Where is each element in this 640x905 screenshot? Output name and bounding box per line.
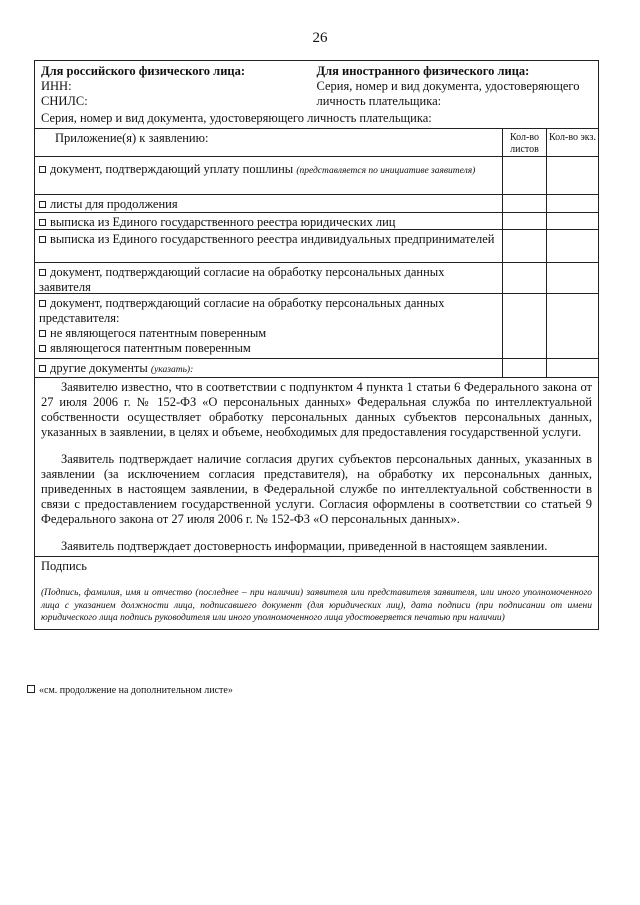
copies-count-cell[interactable] bbox=[546, 294, 598, 358]
statements-section bbox=[35, 377, 598, 556]
attachment-label: выписка из Единого государственного реестра юридических лиц bbox=[50, 215, 396, 229]
checkbox-continuation-sheets[interactable] bbox=[39, 201, 46, 208]
copies-count-cell[interactable] bbox=[546, 359, 598, 377]
attachment-label: выписка из Единого государственного реестра индивидуальных предпринимателей bbox=[50, 232, 495, 246]
checkbox-other-documents[interactable] bbox=[39, 365, 46, 372]
attachment-row-other-documents bbox=[35, 358, 598, 377]
attachment-row-representative-consent bbox=[35, 293, 598, 358]
copies-count-cell[interactable] bbox=[546, 157, 598, 194]
checkbox-patent-attorney[interactable] bbox=[39, 345, 46, 352]
checkbox-egrul-extract[interactable] bbox=[39, 219, 46, 226]
attachment-sub-label: не являющегося патентным поверенным bbox=[50, 326, 267, 340]
russian-payer-block bbox=[41, 64, 317, 109]
payer-section bbox=[35, 61, 598, 128]
attachment-row-applicant-consent bbox=[35, 262, 598, 293]
copies-count-cell[interactable] bbox=[546, 230, 598, 262]
copies-count-cell[interactable] bbox=[546, 195, 598, 212]
attachment-row-egrip-extract bbox=[35, 229, 598, 262]
copies-count-cell[interactable] bbox=[546, 263, 598, 293]
attachment-row-continuation-sheets bbox=[35, 194, 598, 212]
continuation-note bbox=[27, 685, 233, 697]
application-form-table bbox=[34, 60, 599, 630]
sheets-count-cell[interactable] bbox=[502, 157, 546, 194]
column-sheets-header: Кол-во листов bbox=[502, 129, 546, 156]
foreign-payer-block bbox=[317, 64, 593, 109]
checkbox-fee-document[interactable] bbox=[39, 166, 46, 173]
attachment-label: документ, подтверждающий согласие на обработку персональных данных представителя: bbox=[39, 296, 445, 325]
checkbox-not-patent-attorney[interactable] bbox=[39, 330, 46, 337]
statement-consent-of-subjects: Заявитель подтверждает наличие согласия других субъектов персональных данных, указанных в заявлении (за исключением согласия представителя), на обработку их персональных данных, приведенных в настоящем заявлении, в Федеральной службе по интеллектуальной собственности в связи с предоставлением государственной услуги. Согласия оформлены в соответствии со статьей 9 Федерального закона от 27 июля 2006 г. № 152-ФЗ «О персональных данных». bbox=[41, 452, 592, 526]
signature-field[interactable]: Подпись bbox=[41, 559, 87, 573]
sheets-count-cell[interactable] bbox=[502, 263, 546, 293]
signature-instructions: (Подпись, фамилия, имя и отчество (последнее – при наличии) заявителя или представителя заявителя, или иного уполномоченного лица с указанием должности лица, подписавшего документ (для юридических лиц), дата подписи (при подписании от имени юридического лица подпись руководителя или иного уполномоченного лица удостоверяется печатью при наличии) bbox=[41, 588, 592, 623]
continuation-note-text: «см. продолжение на дополнительном листе» bbox=[39, 685, 233, 696]
attachment-label: листы для продолжения bbox=[50, 197, 178, 211]
snils-field[interactable]: СНИЛС: bbox=[41, 94, 88, 108]
attachments-header-row bbox=[35, 128, 598, 156]
sheets-count-cell[interactable] bbox=[502, 213, 546, 229]
inn-field[interactable]: ИНН: bbox=[41, 79, 72, 93]
attachment-row-egrul-extract bbox=[35, 212, 598, 229]
sheets-count-cell[interactable] bbox=[502, 294, 546, 358]
attachment-label: документ, подтверждающий согласие на обработку персональных данных заявителя bbox=[39, 265, 445, 294]
attachment-note: (указать): bbox=[150, 365, 194, 375]
russian-payer-document-field[interactable]: Серия, номер и вид документа, удостоверяющего личность плательщика: bbox=[41, 111, 432, 125]
signature-section bbox=[35, 556, 598, 629]
foreign-payer-heading: Для иностранного физического лица: bbox=[316, 64, 530, 78]
attachment-sub-label: являющегося патентным поверенным bbox=[50, 341, 251, 355]
statement-personal-data-processing: Заявителю известно, что в соответствии с подпунктом 4 пункта 1 статьи 6 Федерального закона от 27 июля 2006 г. № 152-ФЗ «О персональных данных» Федеральная служба по интеллектуальной собственности осуществляет обработку персональных данных субъектов персональных данных, указанных в заявлении, в целях и объеме, необходимых для предоставления государственной услуги. bbox=[41, 380, 592, 439]
attachment-row-fee-document bbox=[35, 156, 598, 194]
checkbox-egrip-extract[interactable] bbox=[39, 236, 46, 243]
checkbox-applicant-consent[interactable] bbox=[39, 269, 46, 276]
page-number: 26 bbox=[312, 30, 328, 46]
checkbox-continuation[interactable] bbox=[27, 685, 35, 693]
column-copies-header: Кол-во экз. bbox=[546, 129, 598, 156]
copies-count-cell[interactable] bbox=[546, 213, 598, 229]
statement-accuracy: Заявитель подтверждает достоверность информации, приведенной в настоящем заявлении. bbox=[61, 539, 548, 553]
sheets-count-cell[interactable] bbox=[502, 359, 546, 377]
sheets-count-cell[interactable] bbox=[502, 195, 546, 212]
russian-payer-heading: Для российского физического лица: bbox=[41, 64, 246, 78]
attachment-note: (представляется по инициативе заявителя) bbox=[296, 166, 476, 176]
attachments-heading: Приложение(я) к заявлению: bbox=[55, 131, 209, 145]
checkbox-representative-consent[interactable] bbox=[39, 300, 46, 307]
attachment-label: документ, подтверждающий уплату пошлины bbox=[50, 162, 294, 176]
foreign-payer-document-field[interactable]: Серия, номер и вид документа, удостоверяющего личность плательщика: bbox=[316, 79, 580, 108]
sheets-count-cell[interactable] bbox=[502, 230, 546, 262]
attachment-label: другие документы bbox=[50, 361, 148, 375]
